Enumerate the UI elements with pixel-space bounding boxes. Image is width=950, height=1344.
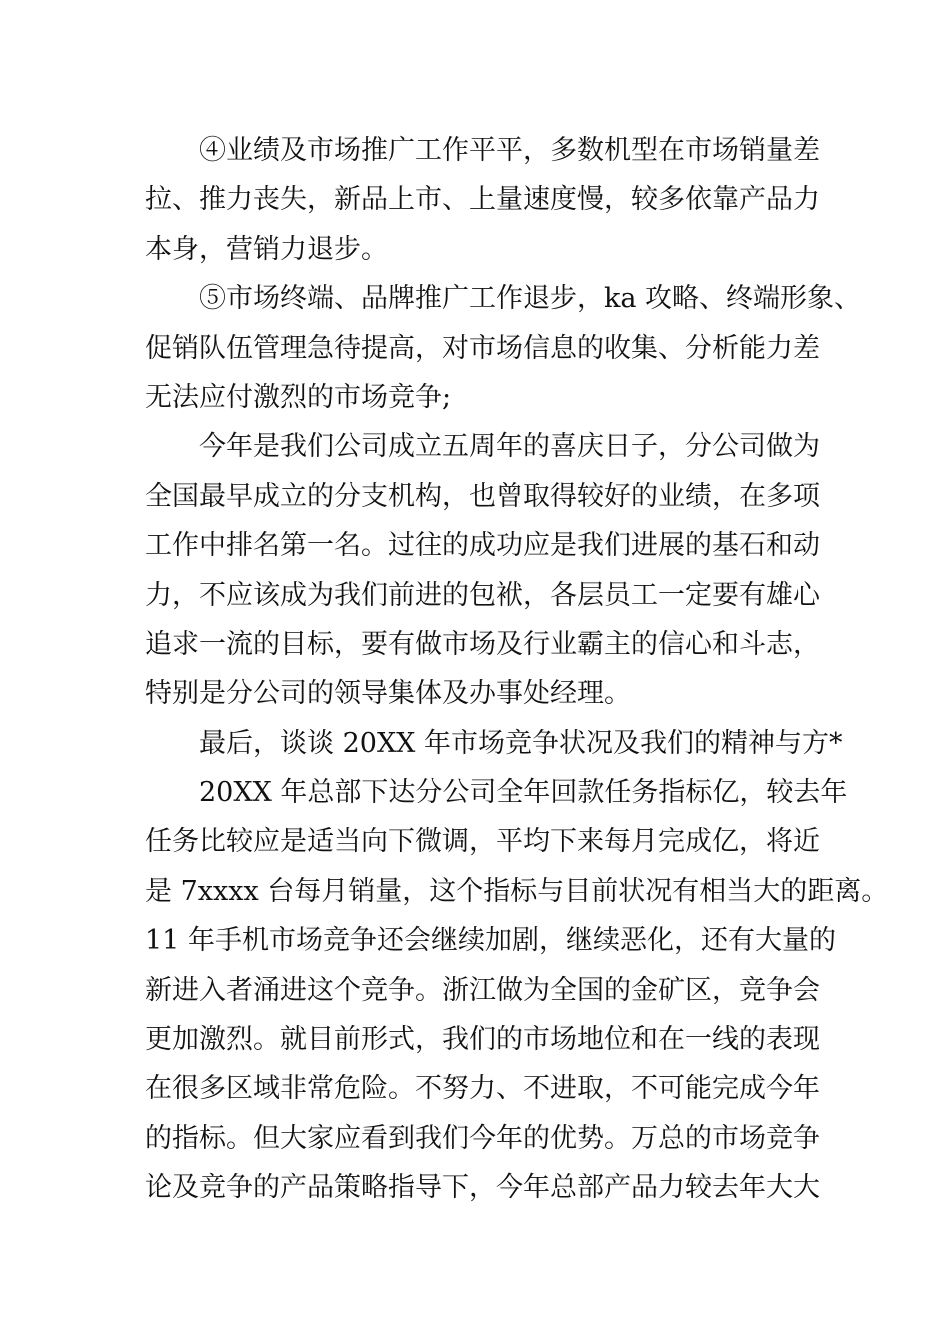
text-line: 拉、推力丧失，新品上市、上量速度慢，较多依靠产品力 <box>145 184 820 216</box>
document-body <box>145 126 889 1213</box>
paragraph-anniversary <box>145 422 825 718</box>
paragraph-terminal-branding <box>145 274 862 422</box>
text-line: 新进入者涌进这个竞争。浙江做为全国的金矿区，竞争会 <box>145 974 820 1006</box>
text-line: 论及竞争的产品策略指导下，今年总部产品力较去年大大 <box>145 1172 820 1204</box>
text-line: 更加激烈。就目前形式，我们的市场地位和在一线的表现 <box>145 1024 820 1056</box>
text-line: 本身，营销力退步。 <box>145 233 388 265</box>
text-line: ⑤市场终端、品牌推广工作退步，ka 攻略、终端形象、 <box>199 283 862 315</box>
text-line: 是 7xxxx 台每月销量，这个指标与目前状况有相当大的距离。 <box>145 875 889 907</box>
text-line: 在很多区域非常危险。不努力、不进取，不可能完成今年 <box>145 1073 820 1105</box>
text-line: 的指标。但大家应看到我们今年的优势。万总的市场竞争 <box>145 1122 820 1154</box>
text-line: 11 年手机市场竞争还会继续加剧，继续恶化，还有大量的 <box>145 925 836 957</box>
text-line: ④业绩及市场推广工作平平，多数机型在市场销量差 <box>199 135 820 166</box>
text-line: 追求一流的目标，要有做市场及行业霸主的信心和斗志， <box>145 628 820 660</box>
paragraph-performance <box>145 126 825 274</box>
paragraph-annual-target <box>145 768 889 1213</box>
text-line: 促销队伍管理急待提高，对市场信息的收集、分析能力差 <box>145 332 820 364</box>
text-line: 特别是分公司的领导集体及办事处经理。 <box>145 678 631 710</box>
text-line: 力，不应该成为我们前进的包袱，各层员工一定要有雄心 <box>145 579 820 611</box>
text-line: 任务比较应是适当向下微调，平均下来每月完成亿，将近 <box>145 826 820 858</box>
text-line: 今年是我们公司成立五周年的喜庆日子，分公司做为 <box>199 431 820 463</box>
text-line: 无法应付激烈的市场竞争; <box>145 381 452 413</box>
paragraph-conclusion-heading <box>145 719 843 768</box>
text-line: 全国最早成立的分支机构，也曾取得较好的业绩，在多项 <box>145 480 820 512</box>
text-line: 20XX 年总部下达分公司全年回款任务指标亿，较去年 <box>199 777 848 809</box>
text-line: 工作中排名第一名。过往的成功应是我们进展的基石和动 <box>145 530 820 562</box>
text-line: 最后，谈谈 20XX 年市场竞争状况及我们的精神与方* <box>199 727 843 759</box>
